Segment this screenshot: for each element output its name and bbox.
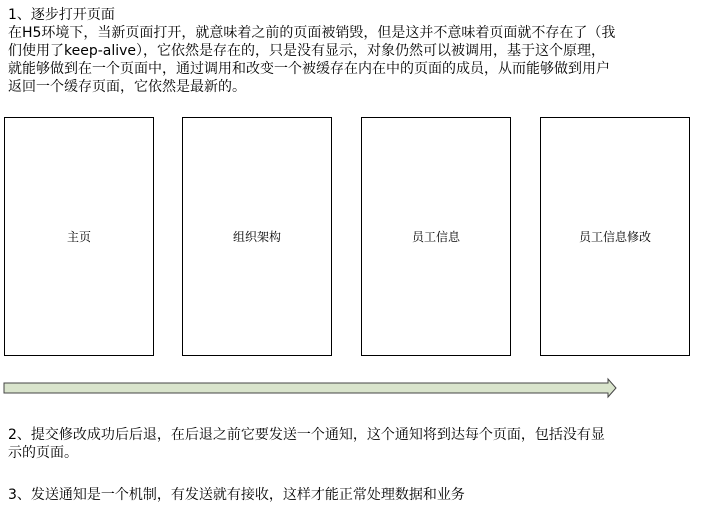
page-box-home (4, 117, 154, 356)
flow-arrow (0, 374, 704, 404)
page-box-label: 组织架构 (232, 230, 281, 244)
page-box-label: 主页 (66, 230, 91, 244)
intro-line-3: 就能够做到在一个页面中，通过调用和改变一个被缓存在内在中的页面的成员，从而能够做到用户 (8, 61, 610, 77)
intro-line-2: 们使用了keep-alive），它依然是存在的，只是没有显示，对象仍然可以被调用，基于这个原理， (8, 43, 606, 59)
step2-section (8, 426, 698, 462)
page-box-org-structure (182, 117, 332, 356)
step2-line-2: 示的页面。 (8, 445, 78, 461)
page-box-label: 员工信息 (411, 230, 460, 244)
page-box-label: 员工信息修改 (578, 230, 651, 244)
page-box-staff-info (361, 117, 511, 356)
step3-section (8, 486, 698, 504)
intro-section (8, 6, 698, 96)
intro-heading: 1、逐步打开页面 (8, 7, 115, 23)
flow-arrow-shape (4, 379, 616, 397)
step3-line-1: 3、发送通知是一个机制，有发送就有接收，这样才能正常处理数据和业务 (8, 487, 465, 503)
page-box-staff-info-edit (540, 117, 690, 356)
intro-line-4: 返回一个缓存页面，它依然是最新的。 (8, 79, 246, 95)
step2-line-1: 2、提交修改成功后后退，在后退之前它要发送一个通知，这个通知将到达每个页面，包括没有显 (8, 427, 605, 443)
intro-line-1: 在H5环境下，当新页面打开，就意味着之前的页面被销毁，但是这并不意味着页面就不存在了（我 (8, 25, 616, 41)
